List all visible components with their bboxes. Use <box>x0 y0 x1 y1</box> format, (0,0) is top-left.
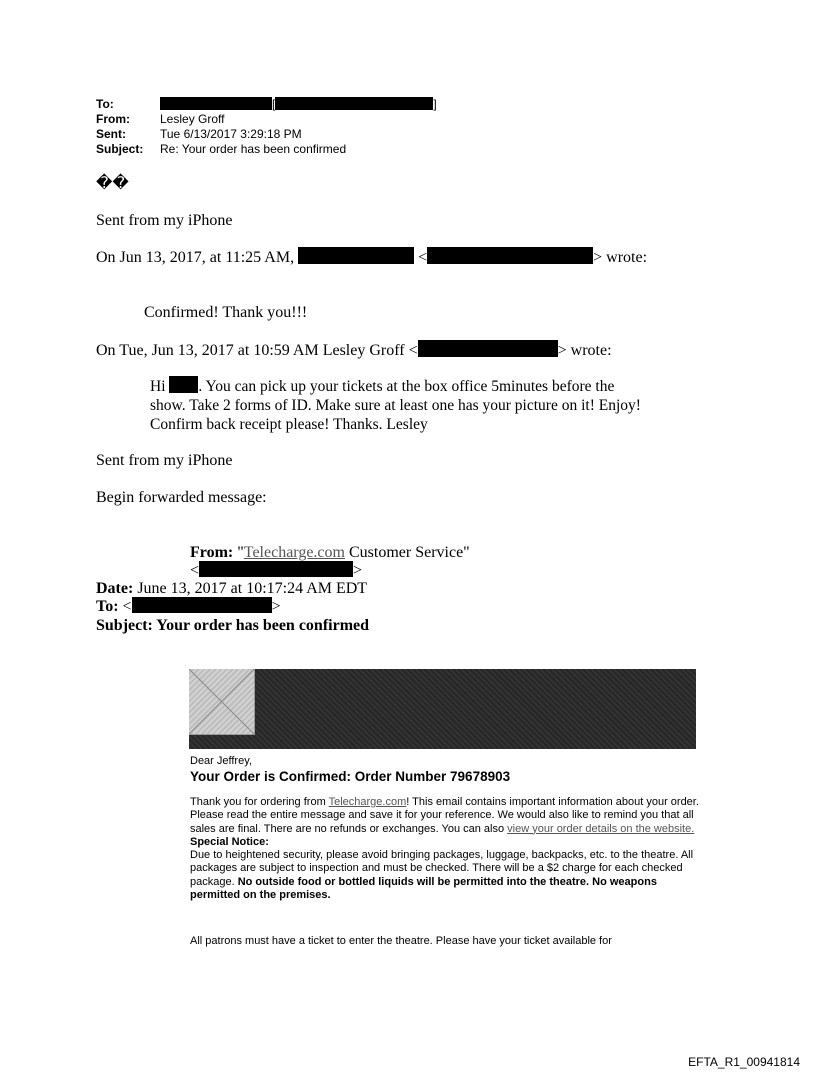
sent-label: Sent: <box>96 127 126 141</box>
fwd-subject-row <box>96 616 369 635</box>
header-subject-row <box>96 142 437 157</box>
telecharge-link[interactable]: Telecharge.com <box>243 544 345 561</box>
fwd-quote-open: " <box>237 544 244 561</box>
quote1-prefix: On Jun 13, 2017, at 11:25 AM, <box>96 249 295 266</box>
redaction <box>298 247 414 264</box>
garbled-chars: �� <box>96 175 129 192</box>
fwd-from-label: From: <box>190 544 234 561</box>
quote2-header <box>96 340 612 360</box>
fwd-email-row <box>190 561 362 580</box>
image-placeholder-icon <box>189 669 254 734</box>
sent-from-iphone: Sent from my iPhone <box>96 212 233 229</box>
fwd-to-row <box>96 597 281 616</box>
hi-rest: . You can pick up your tickets at the box office 5minutes before the <box>198 378 615 395</box>
p1-a: Thank you for ordering from <box>190 796 329 808</box>
begin-forwarded: Begin forwarded message: <box>96 489 267 506</box>
redaction <box>418 340 558 357</box>
special-notice-label: Special Notice: <box>190 835 269 848</box>
redaction <box>275 97 433 110</box>
redaction <box>169 376 198 393</box>
fwd-from-row <box>190 543 470 562</box>
fwd-to-label: To: <box>96 598 119 615</box>
to-label: To: <box>96 97 114 111</box>
email-greeting: Dear Jeffrey, <box>190 755 252 767</box>
quote1-lt: < <box>418 249 428 266</box>
redaction <box>427 247 593 264</box>
sent-value: Tue 6/13/2017 3:29:18 PM <box>160 127 302 141</box>
fwd-date-value: June 13, 2017 at 10:17:24 AM EDT <box>137 580 368 597</box>
message-line-3: Confirm back receipt please! Thanks. Lesley <box>150 416 428 433</box>
redaction <box>199 561 353 577</box>
telecharge-body-link[interactable]: Telecharge.com <box>328 796 407 808</box>
sent-from-iphone-2: Sent from my iPhone <box>96 452 233 469</box>
quote1-suffix: > wrote: <box>593 249 648 266</box>
special-bold: No outside food or bottled liquids will be permitted into the theatre. No weapons permitted on the premises. <box>190 875 657 902</box>
message-line-2: show. Take 2 forms of ID. Make sure at least one has your picture on it! Enjoy! <box>150 397 641 414</box>
confirmed-message: Confirmed! Thank you!!! <box>144 304 308 321</box>
lesley-message <box>150 376 641 434</box>
header-from-row <box>96 112 437 127</box>
fwd-to-lt: < <box>122 598 132 615</box>
header-to-row <box>96 97 437 112</box>
broken-image-icon <box>189 669 255 735</box>
from-label: From: <box>96 112 130 126</box>
to-bracket-open: [ <box>272 97 276 111</box>
p1-b: ! This email contains important information about your order. Please read the entire message and save it for your reference. We would also like to remind you that all sales are final. There are no refunds or exchanges. You can also <box>190 796 699 835</box>
email-header <box>96 97 437 157</box>
fwd-date-label: Date: <box>96 580 134 597</box>
header-sent-row <box>96 127 437 142</box>
email-paragraph-3: All patrons must have a ticket to enter the theatre. Please have your ticket available for <box>190 935 612 947</box>
redaction <box>160 97 272 110</box>
subject-value: Re: Your order has been confirmed <box>160 142 347 156</box>
fwd-from-rest: Customer Service" <box>344 544 470 561</box>
email-heading: Your Order is Confirmed: Order Number 79678903 <box>190 769 511 784</box>
order-details-link[interactable]: view your order details on the website. <box>507 822 695 835</box>
redaction <box>132 597 272 613</box>
quote2-suffix: > wrote: <box>557 342 612 359</box>
fwd-subject-value: Your order has been confirmed <box>156 617 370 634</box>
email-paragraph-1 <box>190 796 700 902</box>
from-value: Lesley Groff <box>160 112 225 126</box>
fwd-to-gt: > <box>271 598 281 615</box>
to-bracket-close: ] <box>433 97 437 111</box>
message-line-1 <box>150 376 641 396</box>
document-id: EFTA_R1_00941814 <box>688 1055 800 1069</box>
hi-prefix: Hi <box>150 378 166 395</box>
special-text: Due to heightened security, please avoid bringing packages, luggage, backpacks, etc. to the theatre. All packages are subject to inspection and must be checked. There will be a $2 charge for each checked package. <box>190 849 694 888</box>
fwd-subject-label: Subject: <box>96 617 153 634</box>
fwd-lt: < <box>190 562 200 579</box>
fwd-date-row <box>96 579 367 598</box>
quote2-prefix: On Tue, Jun 13, 2017 at 10:59 AM Lesley Groff < <box>96 342 418 359</box>
fwd-gt: > <box>353 562 363 579</box>
email-banner <box>189 669 696 749</box>
special-notice <box>190 849 700 902</box>
quote1-header <box>96 247 647 267</box>
subject-label: Subject: <box>96 142 144 156</box>
